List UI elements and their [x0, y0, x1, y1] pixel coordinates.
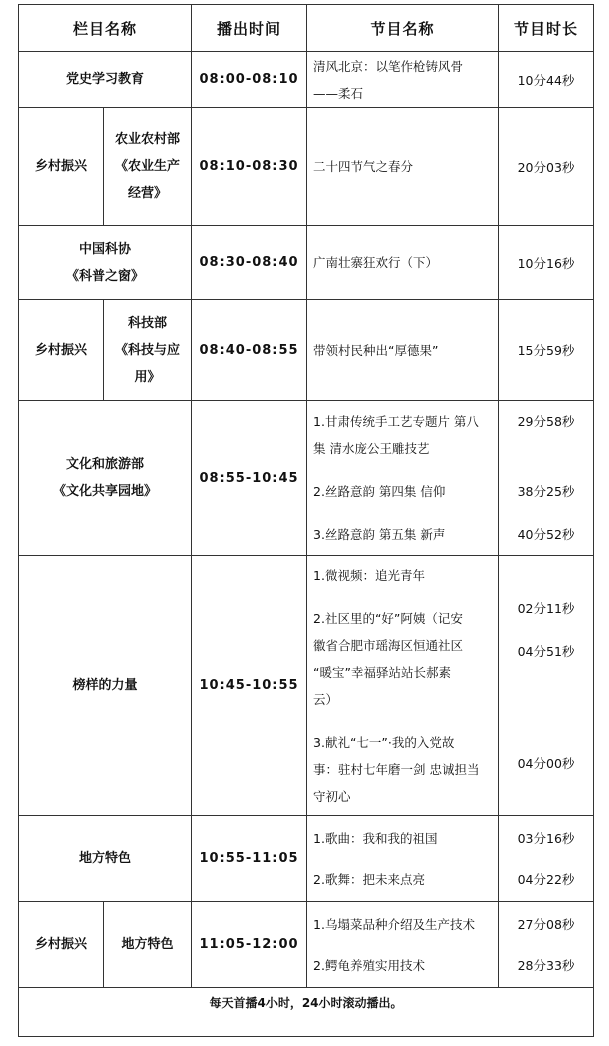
program-line: 守初心	[313, 788, 351, 804]
column-sub-cell	[104, 300, 192, 401]
duration-item: 29分58秒	[517, 414, 575, 429]
duration-cell: 20分03秒	[499, 108, 594, 226]
program-item: 1.微视频：追光青年	[313, 567, 425, 583]
table-row	[19, 300, 594, 401]
header-duration: 节目时长	[499, 5, 594, 52]
program-line: 事：驻村七年磨一剑 忠诚担当	[313, 761, 480, 777]
program-line: 集 清水庞公王雕技艺	[313, 441, 430, 456]
program-line: 徽省合肥市瑶海区恒通社区	[313, 637, 464, 653]
duration-item: 27分08秒	[517, 916, 575, 932]
duration-item: 04分51秒	[517, 643, 575, 659]
duration-item: 03分16秒	[517, 830, 575, 846]
column-sub-cell: 地方特色	[104, 902, 192, 988]
table-row	[19, 108, 594, 226]
header-air-time: 播出时间	[192, 5, 307, 52]
time-cell: 08:40-08:55	[192, 300, 307, 401]
duration-item: 02分11秒	[517, 600, 575, 616]
time-cell: 08:30-08:40	[192, 226, 307, 300]
program-cell	[307, 401, 499, 556]
duration-cell: 10分16秒	[499, 226, 594, 300]
program-item	[313, 729, 492, 810]
program-item	[313, 605, 492, 713]
program-line: 1.甘肃传统手工艺专题片 第八	[313, 414, 479, 429]
program-line: 2.社区里的“好”阿姨（记安	[313, 610, 463, 626]
column-cell	[19, 401, 192, 556]
duration-cell: 10分44秒	[499, 52, 594, 108]
column-cell	[19, 226, 192, 300]
table-row	[19, 556, 594, 816]
table-row	[19, 816, 594, 902]
column-sub-cell	[104, 108, 192, 226]
column-sub-line: 用》	[134, 369, 161, 385]
program-item	[313, 408, 492, 462]
column-cell: 榜样的力量	[19, 556, 192, 816]
column-group-cell: 乡村振兴	[19, 108, 104, 226]
time-cell: 10:55-11:05	[192, 816, 307, 902]
column-line: 文化和旅游部	[66, 457, 145, 472]
program-line: 云）	[313, 691, 339, 707]
column-sub-line: 经营》	[128, 186, 168, 201]
program-item: 2.歌舞：把未来点亮	[313, 871, 425, 887]
program-cell	[307, 816, 499, 902]
duration-cell	[499, 902, 594, 988]
program-line: ——柔石	[313, 85, 364, 101]
program-cell: 带领村民种出“厚德果”	[307, 300, 499, 401]
column-cell: 党史学习教育	[19, 52, 192, 108]
header-column-name: 栏目名称	[19, 5, 192, 52]
duration-cell: 15分59秒	[499, 300, 594, 401]
column-cell: 地方特色	[19, 816, 192, 902]
column-group-cell: 乡村振兴	[19, 300, 104, 401]
program-cell	[307, 52, 499, 108]
time-cell: 11:05-12:00	[192, 902, 307, 988]
column-group-cell: 乡村振兴	[19, 902, 104, 988]
program-line: “暖宝”幸福驿站站长郝素	[313, 664, 451, 680]
time-cell: 10:45-10:55	[192, 556, 307, 816]
duration-item: 38分25秒	[517, 484, 575, 499]
program-item: 3.丝路意韵 第五集 新声	[313, 527, 446, 542]
header-program-name: 节目名称	[307, 5, 499, 52]
program-cell	[307, 902, 499, 988]
program-line: 3.献礼“七一”·我的入党故	[313, 734, 455, 750]
duration-item: 40分52秒	[517, 527, 575, 542]
footer-row	[19, 988, 594, 1037]
time-cell: 08:55-10:45	[192, 401, 307, 556]
duration-item: 04分22秒	[517, 871, 575, 887]
header-row	[19, 5, 594, 52]
time-cell: 08:10-08:30	[192, 108, 307, 226]
duration-item: 28分33秒	[517, 957, 575, 973]
table-row	[19, 902, 594, 988]
program-cell: 二十四节气之春分	[307, 108, 499, 226]
time-cell: 08:00-08:10	[192, 52, 307, 108]
program-item: 2.鳄龟养殖实用技术	[313, 957, 425, 973]
column-line: 《科普之窗》	[66, 268, 145, 284]
program-cell: 广南壮寨狂欢行（下）	[307, 226, 499, 300]
footer-note: 每天首播4小时，24小时滚动播出。	[19, 988, 594, 1037]
program-item: 2.丝路意韵 第四集 信仰	[313, 484, 446, 499]
table-row	[19, 52, 594, 108]
column-sub-line: 《科技与应	[115, 342, 181, 358]
program-item: 1.歌曲：我和我的祖国	[313, 830, 438, 846]
duration-cell	[499, 556, 594, 816]
column-sub-line: 科技部	[128, 315, 168, 331]
table-row	[19, 226, 594, 300]
column-line: 《文化共享园地》	[53, 484, 158, 499]
program-line: 清风北京：以笔作枪铸风骨	[313, 58, 464, 74]
program-cell	[307, 556, 499, 816]
column-sub-line: 《农业生产	[115, 159, 181, 174]
duration-cell	[499, 816, 594, 902]
program-item: 1.乌塌菜品种介绍及生产技术	[313, 916, 475, 932]
duration-cell	[499, 401, 594, 556]
duration-item: 04分00秒	[517, 755, 575, 771]
column-sub-line: 农业农村部	[115, 132, 181, 147]
column-line: 中国科协	[79, 241, 132, 257]
table-row	[19, 401, 594, 556]
schedule-table	[18, 4, 594, 1037]
